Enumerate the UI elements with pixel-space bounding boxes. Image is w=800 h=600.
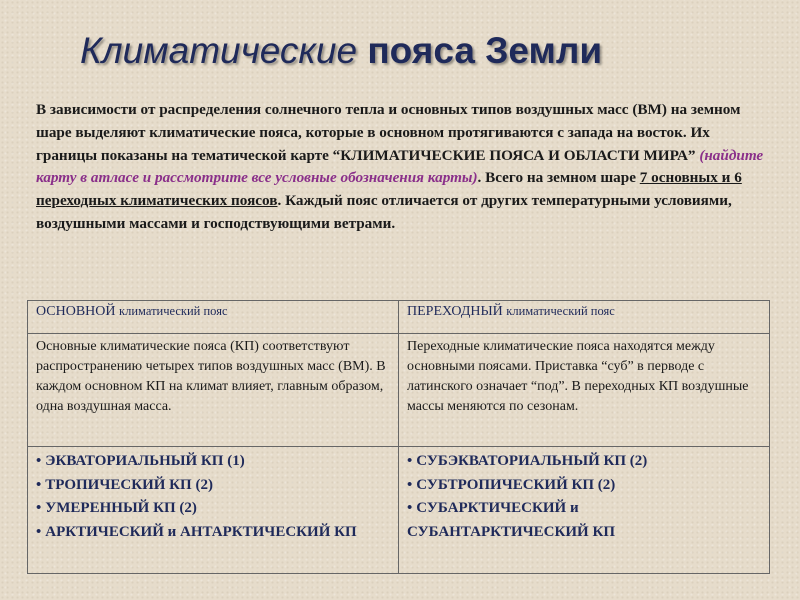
main-zones-list [36,450,390,544]
list-main-zones [28,447,399,574]
list-item-label: СУБАРКТИЧЕСКИЙ и СУБАНТАРКТИЧЕСКИЙ КП [407,500,616,540]
table-description-row [28,334,770,447]
header-transitional-zone [399,301,770,334]
intro-underlined: 7 основных и 6 переходных климатических поясов [36,169,742,210]
list-item [36,474,390,498]
desc-main-zone: Основные климатические пояса (КП) соответствуют распространению четырех типов воздушных масс (ВМ). В каждом основном КП на климат влияет, главным образом, одна воздушная масса. [28,334,399,447]
list-item-label: СУБЭКВАТОРИАЛЬНЫЙ КП (2) [416,453,648,469]
intro-text-1: В зависимости от распределения солнечного тепла и основных типов воздушных масс (ВМ) на земном шаре выделяют климатические пояса, которые в основном протягиваются с запада на восток. Их границы показаны на тематической карте “КЛИМАТИЧЕСКИЕ ПОЯСА И ОБЛАСТИ МИРА” [36,101,741,164]
bullet-marker: • [407,500,413,516]
list-item [407,450,761,474]
list-item-label: ТРОПИЧЕСКИЙ КП (2) [45,476,213,493]
intro-paragraph [36,99,766,236]
list-item [407,474,761,498]
page-title [80,30,602,72]
header-main-word: ОСНОВНОЙ [36,304,116,319]
list-item [407,497,761,544]
list-item [36,497,390,521]
bullet-marker: • [36,500,42,516]
header-transitional-rest: климатический пояс [506,304,615,318]
intro-accent: (найдите карту в атласе и рассмотрите все условные обозначения карты) [36,146,764,187]
table-list-row [28,447,770,574]
list-item-label: УМЕРЕННЫЙ КП (2) [45,500,197,516]
list-item-label: АРКТИЧЕСКИЙ и АНТАРКТИЧЕСКИЙ КП [45,523,357,540]
header-main-rest: климатический пояс [119,304,228,318]
list-item-label: ЭКВАТОРИАЛЬНЫЙ КП (1) [45,453,245,469]
list-item [36,521,390,545]
intro-text-2: . Всего на земном шаре [477,169,640,187]
title-part-2: пояса Земли [367,30,603,71]
table-header-row [28,301,770,334]
desc-transitional-zone: Переходные климатические пояса находятся между основными поясами. Приставка “суб” в перводе с латинского означает “под”. В переходных КП воздушные массы меняются по сезонам. [399,334,770,447]
header-main-zone [28,301,399,334]
transitional-zones-list [407,450,761,544]
title-part-1: Климатические [80,30,358,71]
bullet-marker: • [407,453,413,469]
header-transitional-word: ПЕРЕХОДНЫЙ [407,304,503,319]
bullet-marker: • [407,476,413,493]
climate-zones-table [27,300,770,574]
intro-text-3: . Каждый пояс отличается от других температурными условиями, воздушными массами и господствующими ветрами. [36,192,732,232]
bullet-marker: • [36,476,42,493]
list-item-label: СУБТРОПИЧЕСКИЙ КП (2) [416,476,616,493]
list-item [36,450,390,474]
bullet-marker: • [36,523,42,540]
list-transitional-zones [399,447,770,574]
bullet-marker: • [36,453,42,469]
